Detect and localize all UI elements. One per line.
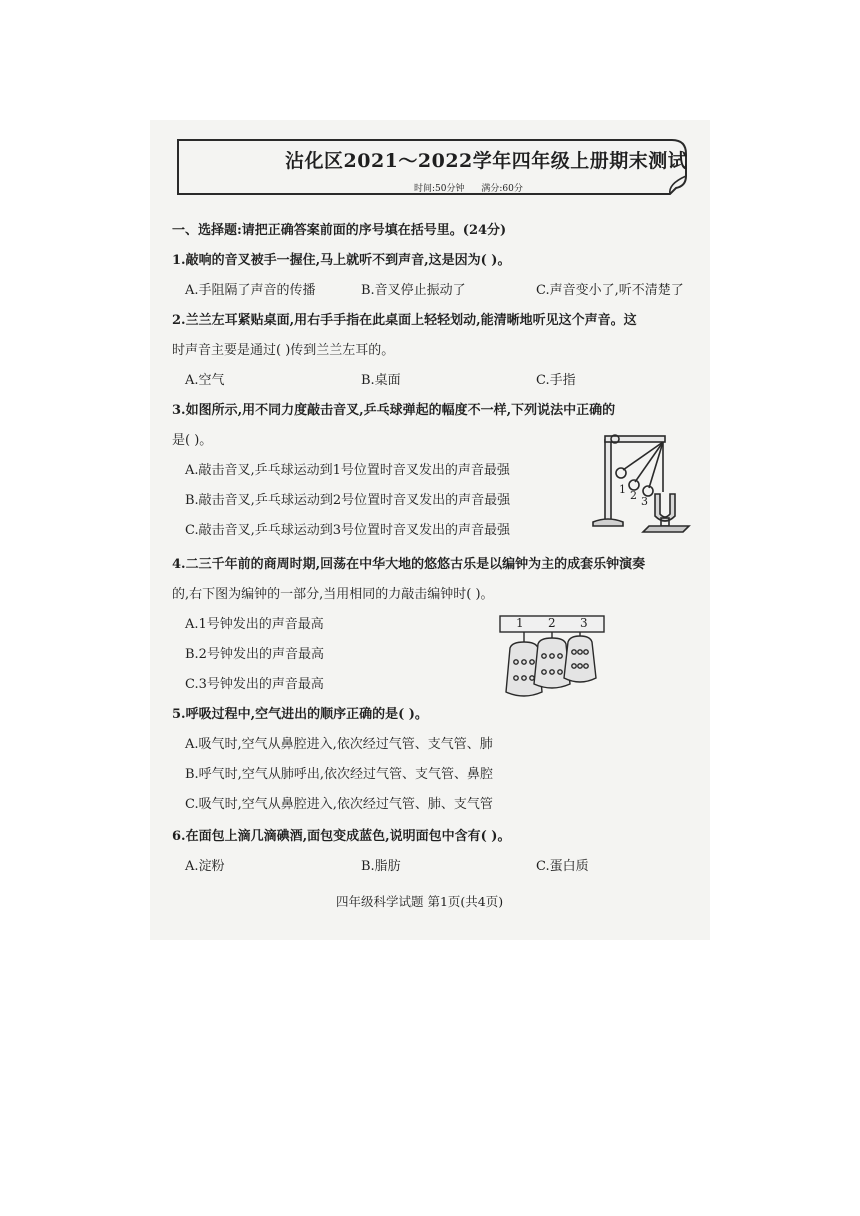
q4-option-b: B.2号钟发出的声音最高 <box>185 647 324 662</box>
q6-option-c: C.蛋白质 <box>536 859 589 874</box>
q1-option-b: B.音叉停止振动了 <box>361 283 466 298</box>
question-4-stem-cont: 的,右下图为编钟的一部分,当用相同的力敲击编钟时( )。 <box>172 587 494 602</box>
question-1-stem: 1.敲响的音叉被手一握住,马上就听不到声音,这是因为( )。 <box>172 253 511 268</box>
q3-option-b: B.敲击音叉,乒乓球运动到2号位置时音叉发出的声音最强 <box>185 493 511 508</box>
question-3-stem: 3.如图所示,用不同力度敲击音叉,乒乓球弹起的幅度不一样,下列说法中正确的 <box>172 403 616 418</box>
bell-label-2: 2 <box>548 616 556 630</box>
q5-option-b: B.呼气时,空气从肺呼出,依次经过气管、支气管、鼻腔 <box>185 767 493 782</box>
fork-label-2: 2 <box>630 489 637 502</box>
q6-option-b: B.脂肪 <box>361 859 401 874</box>
q1-option-c: C.声音变小了,听不清楚了 <box>536 283 684 298</box>
bell-label-1: 1 <box>516 616 524 630</box>
fork-label-3: 3 <box>641 495 648 508</box>
q5-option-c: C.吸气时,空气从鼻腔进入,依次经过气管、肺、支气管 <box>185 797 493 812</box>
bell-label-3: 3 <box>580 616 588 630</box>
question-4-stem: 4.二三千年前的商周时期,回荡在中华大地的悠悠古乐是以编钟为主的成套乐钟演奏 <box>172 557 646 572</box>
q4-option-a: A.1号钟发出的声音最高 <box>185 617 324 632</box>
page-footer: 四年级科学试题 第1页(共4页) <box>336 894 504 909</box>
question-3-stem-cont: 是( )。 <box>172 433 213 448</box>
section-heading: 一、选择题:请把正确答案前面的序号填在括号里。(24分) <box>172 223 507 238</box>
tuning-fork-figure <box>585 430 695 535</box>
exam-meta <box>414 181 537 194</box>
q3-option-c: C.敲击音叉,乒乓球运动到3号位置时音叉发出的声音最强 <box>185 523 511 538</box>
q3-option-a: A.敲击音叉,乒乓球运动到1号位置时音叉发出的声音最强 <box>185 463 510 478</box>
q1-option-a: A.手阻隔了声音的传播 <box>185 283 316 298</box>
question-6-stem: 6.在面包上滴几滴碘酒,面包变成蓝色,说明面包中含有( )。 <box>172 829 511 844</box>
q6-option-a: A.淀粉 <box>185 859 225 874</box>
q2-option-a: A.空气 <box>185 373 225 388</box>
exam-score: 满分:60分 <box>481 184 523 194</box>
page-title: 沾化区2021～2022学年四年级上册期末测试 <box>285 150 688 172</box>
question-2-stem-cont: 时声音主要是通过( )传到兰兰左耳的。 <box>172 343 395 358</box>
question-2-stem: 2.兰兰左耳紧贴桌面,用右手手指在此桌面上轻轻划动,能清晰地听见这个声音。这 <box>172 313 637 328</box>
fork-label-1: 1 <box>619 483 626 496</box>
q5-option-a: A.吸气时,空气从鼻腔进入,依次经过气管、支气管、肺 <box>185 737 493 752</box>
q2-option-b: B.桌面 <box>361 373 401 388</box>
question-5-stem: 5.呼吸过程中,空气进出的顺序正确的是( )。 <box>172 707 428 722</box>
q2-option-c: C.手指 <box>536 373 576 388</box>
q4-option-c: C.3号钟发出的声音最高 <box>185 677 324 692</box>
exam-time: 时间:50分钟 <box>414 184 465 194</box>
